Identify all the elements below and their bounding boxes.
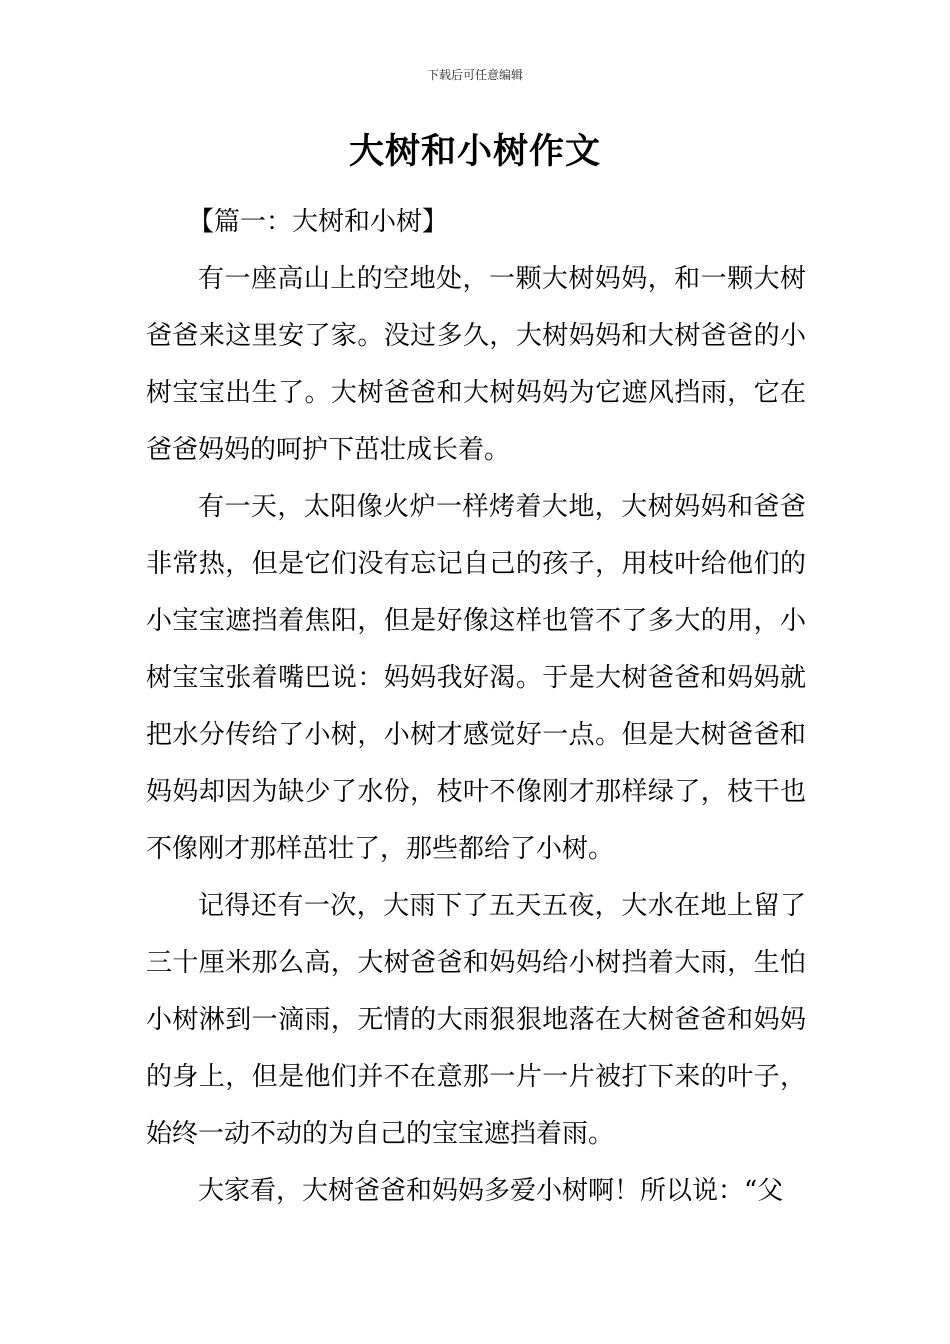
paragraph-2: 有一天，太阳像火炉一样烤着大地，大树妈妈和爸爸非常热，但是它们没有忘记自己的孩子，用枝叶给他们的小宝宝遮挡着焦阳，但是好像这样也管不了多大的用，小树宝宝张着嘴巴说：妈妈我好渴。于是大树爸爸和妈妈就把水分传给了小树，小树才感觉好一点。但是大树爸爸和妈妈却因为缺少了水份，枝叶不像刚才那样绿了，枝干也不像刚才那样茁壮了，那些都给了小树。 (146, 492, 806, 864)
paragraph-4: 大家看，大树爸爸和妈妈多爱小树啊！所以说：“父 (198, 1176, 784, 1206)
page-header-note: 下载后可任意编辑 (426, 68, 523, 82)
paragraph-3: 记得还有一次，大雨下了五天五夜，大水在地上留了三十厘米那么高，大树爸爸和妈妈给小树挡着大雨，生怕小树淋到一滴雨，无情的大雨狠狠地落在大树爸爸和妈妈的身上，但是他们并不在意那一片一片被打下来的叶子，始终一动不动的为自己的宝宝遮挡着雨。 (146, 891, 806, 1149)
document-title: 大树和小树作文 (348, 132, 601, 172)
section-heading: 【篇一：大树和小树】 (188, 207, 449, 237)
document-body (146, 194, 806, 1220)
paragraph-1: 有一座高山上的空地处，一颗大树妈妈，和一颗大树爸爸来这里安了家。没过多久，大树妈妈和大树爸爸的小树宝宝出生了。大树爸爸和大树妈妈为它遮风挡雨，它在爸爸妈妈的呵护下茁壮成长着。 (146, 264, 806, 465)
